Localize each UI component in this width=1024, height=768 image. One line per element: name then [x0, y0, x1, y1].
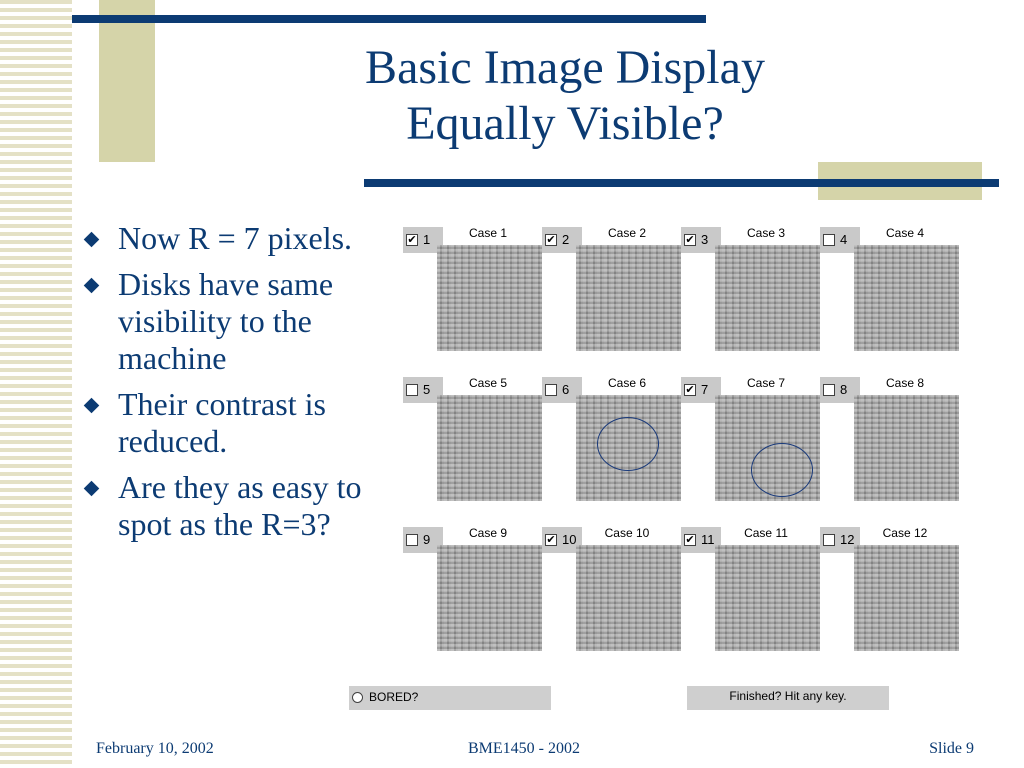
case-number: 1 — [423, 232, 431, 247]
finished-button[interactable]: Finished? Hit any key. — [687, 686, 889, 710]
case-number: 2 — [562, 232, 570, 247]
case-panel — [681, 223, 821, 353]
diamond-bullet-icon — [84, 398, 100, 414]
checkbox-square[interactable]: ✔ — [546, 534, 556, 546]
highlight-ring — [597, 417, 659, 471]
case-label: Case 12 — [882, 526, 928, 540]
bullet-item — [80, 266, 365, 377]
noise-image — [576, 245, 681, 351]
slide-title-line-2: Equally Visible? — [406, 97, 724, 150]
case-number: 11 — [701, 532, 715, 547]
case-panel — [403, 523, 543, 653]
bullet-item — [80, 386, 365, 460]
footer-course: BME1450 - 2002 — [468, 740, 580, 757]
checkbox-square[interactable] — [406, 384, 418, 396]
radio-circle[interactable] — [352, 692, 363, 703]
case-label: Case 1 — [468, 226, 508, 240]
decorative-block-top-left — [99, 0, 155, 162]
case-number: 6 — [562, 382, 570, 397]
case-label: Case 10 — [604, 526, 650, 540]
case-label: Case 6 — [607, 376, 647, 390]
checkbox-square[interactable]: ✔ — [407, 234, 417, 246]
checkbox-square[interactable] — [823, 384, 835, 396]
checkbox-square[interactable] — [823, 534, 835, 546]
case-panel — [820, 523, 960, 653]
case-number: 3 — [701, 232, 709, 247]
case-label: Case 3 — [746, 226, 786, 240]
noise-image — [854, 395, 959, 501]
case-grid — [403, 223, 963, 653]
case-number: 5 — [423, 382, 431, 397]
noise-image — [854, 545, 959, 651]
case-panel — [820, 373, 960, 503]
case-panel — [542, 523, 682, 653]
noise-image — [437, 245, 542, 351]
noise-image — [715, 545, 820, 651]
bullet-item — [80, 220, 365, 257]
checkbox-square[interactable] — [406, 534, 418, 546]
checkbox-square[interactable]: ✔ — [685, 384, 695, 396]
case-label: Case 8 — [885, 376, 925, 390]
bullet-text: Disks have same visibility to the machine — [118, 266, 334, 376]
case-panel — [820, 223, 960, 353]
checkbox-square[interactable]: ✔ — [685, 234, 695, 246]
case-panel — [403, 373, 543, 503]
checkbox-square[interactable]: ✔ — [685, 534, 695, 546]
case-panel — [542, 373, 682, 503]
checkbox-square[interactable] — [823, 234, 835, 246]
case-number: 10 — [562, 532, 577, 547]
decorative-bar-middle — [364, 179, 999, 187]
case-number: 8 — [840, 382, 848, 397]
noise-image — [437, 395, 542, 501]
case-panel — [681, 373, 821, 503]
noise-image — [576, 545, 681, 651]
case-label: Case 9 — [468, 526, 508, 540]
checkbox-square[interactable] — [545, 384, 557, 396]
diamond-bullet-icon — [84, 232, 100, 248]
noise-image — [854, 245, 959, 351]
diamond-bullet-icon — [84, 481, 100, 497]
case-number: 12 — [840, 532, 855, 547]
bullet-item — [80, 469, 365, 543]
noise-image — [715, 245, 820, 351]
case-number: 4 — [840, 232, 848, 247]
bullet-text: Are they as easy to spot as the R=3? — [118, 469, 362, 542]
case-label: Case 4 — [885, 226, 925, 240]
diamond-bullet-icon — [84, 278, 100, 294]
case-panel — [542, 223, 682, 353]
case-label: Case 7 — [746, 376, 786, 390]
noise-image — [437, 545, 542, 651]
bullet-text: Now R = 7 pixels. — [118, 220, 353, 256]
case-label: Case 2 — [607, 226, 647, 240]
case-panel — [403, 223, 543, 353]
case-number: 9 — [423, 532, 431, 547]
slide-title — [300, 40, 830, 152]
case-label: Case 5 — [468, 376, 508, 390]
decorative-bar-top — [72, 15, 706, 23]
highlight-ring — [751, 443, 813, 497]
bullet-list — [80, 220, 365, 552]
case-number: 7 — [701, 382, 709, 397]
footer-date: February 10, 2002 — [96, 740, 214, 757]
case-label: Case 11 — [744, 526, 788, 540]
footer-slide-number: Slide 9 — [929, 740, 974, 757]
checkbox-square[interactable]: ✔ — [546, 234, 556, 246]
bored-label: BORED? — [369, 690, 419, 704]
bullet-text: Their contrast is reduced. — [118, 386, 326, 459]
case-panel — [681, 523, 821, 653]
slide-title-line-1: Basic Image Display — [365, 41, 765, 94]
bored-radio-button[interactable] — [349, 686, 551, 710]
decorative-stripes — [0, 0, 72, 768]
